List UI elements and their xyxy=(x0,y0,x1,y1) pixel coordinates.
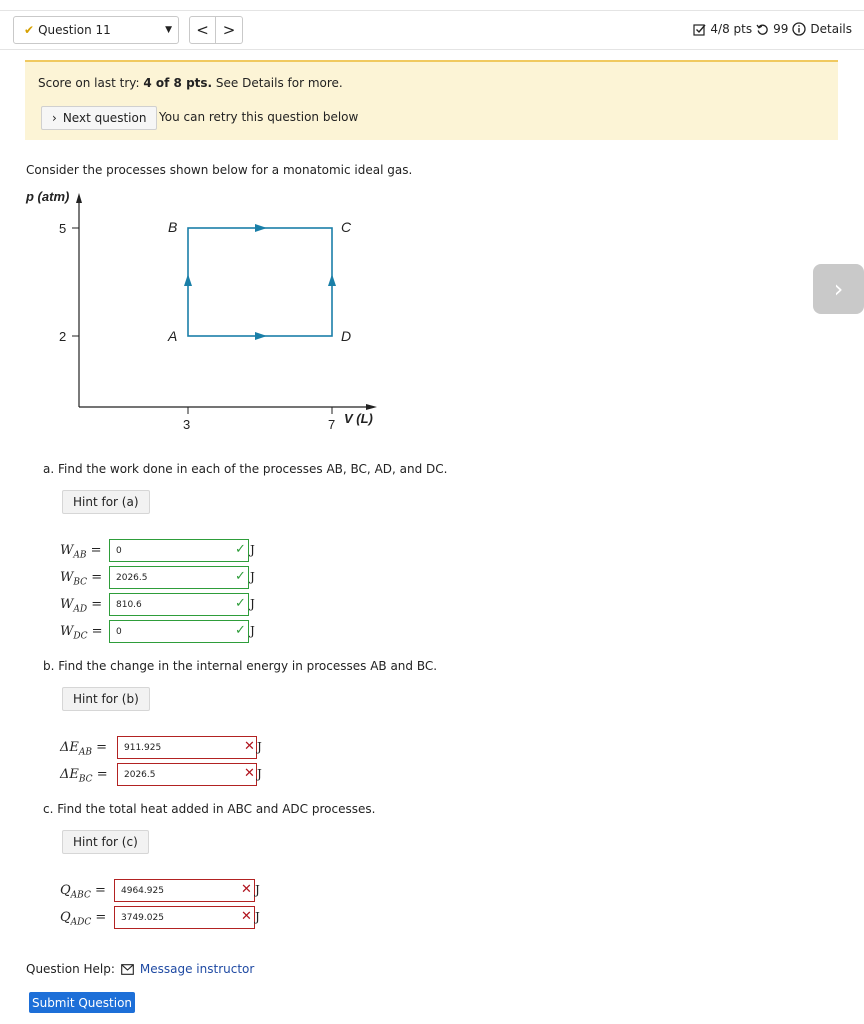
retries-count: 99 xyxy=(773,22,789,36)
arrow-dc xyxy=(328,274,336,286)
hint-b-button[interactable]: Hint for (b) xyxy=(62,687,150,711)
w-dc-input[interactable]: 0 xyxy=(109,620,249,643)
de-ab-label: $\Delta E_{AB}$ = xyxy=(60,740,108,758)
x-tick-label-7: 7 xyxy=(328,417,336,432)
info-icon[interactable] xyxy=(792,22,806,36)
q-abc-label: $Q_{ABC}$ = xyxy=(60,883,106,901)
help-label: Question Help: xyxy=(26,962,115,976)
x-axis-arrow xyxy=(366,404,377,410)
score-value: 4 of 8 pts. xyxy=(143,76,213,90)
arrow-bc xyxy=(255,224,267,232)
x-tick-label-3: 3 xyxy=(183,417,191,432)
x-mark-icon: ✕ xyxy=(241,882,252,897)
side-next-arrow-button[interactable] xyxy=(813,264,864,314)
q-abc-unit: J xyxy=(255,883,260,897)
x-axis-label: V (L) xyxy=(344,411,373,426)
point-c-label: C xyxy=(341,219,352,235)
q-adc-input[interactable]: 3749.025 xyxy=(114,906,255,929)
w-ad-unit: J xyxy=(250,597,255,611)
x-mark-icon: ✕ xyxy=(244,739,255,754)
point-b-label: B xyxy=(168,219,178,235)
part-a-text: a. Find the work done in each of the processes AB, BC, AD, and DC. xyxy=(43,462,448,476)
previous-question-button[interactable]: < xyxy=(189,16,216,44)
score-line xyxy=(38,76,343,90)
question-select[interactable] xyxy=(13,16,179,44)
de-ab-input[interactable]: 911.925 xyxy=(117,736,257,759)
x-mark-icon: ✕ xyxy=(241,909,252,924)
part-b-text: b. Find the change in the internal energy in processes AB and BC. xyxy=(43,659,438,673)
details-link[interactable]: Details xyxy=(810,22,852,36)
hint-a-button[interactable]: Hint for (a) xyxy=(62,490,150,514)
w-ab-label: $W_{AB}$ = xyxy=(60,543,102,561)
caret-down-icon: ▼ xyxy=(165,25,172,35)
w-bc-label: $W_{BC}$ = xyxy=(60,570,103,588)
submit-question-button[interactable]: Submit Question xyxy=(29,992,135,1013)
check-icon: ✓ xyxy=(235,623,246,638)
retry-text: You can retry this question below xyxy=(159,110,359,124)
pv-diagram xyxy=(22,185,392,435)
de-ab-unit: J xyxy=(257,740,262,754)
next-question-arrow-button[interactable]: > xyxy=(216,16,243,44)
w-ad-label: $W_{AD}$ = xyxy=(60,597,103,615)
score-banner xyxy=(25,60,838,140)
envelope-icon xyxy=(121,964,134,975)
question-select-label: Question 11 xyxy=(38,23,111,37)
score-prefix: Score on last try: xyxy=(38,76,144,90)
arrow-ad xyxy=(255,332,267,340)
chevron-right-icon: › xyxy=(833,275,844,303)
message-instructor-link[interactable]: Message instructor xyxy=(139,962,255,976)
hint-c-button[interactable]: Hint for (c) xyxy=(62,830,149,854)
w-bc-unit: J xyxy=(250,570,255,584)
w-dc-unit: J xyxy=(250,624,255,638)
q-adc-label: $Q_{ADC}$ = xyxy=(60,910,107,928)
top-bar xyxy=(0,10,864,50)
de-bc-unit: J xyxy=(257,767,262,781)
retry-icon xyxy=(756,23,769,36)
de-bc-label: $\Delta E_{BC}$ = xyxy=(60,767,108,785)
q-adc-unit: J xyxy=(255,910,260,924)
arrow-ab xyxy=(184,274,192,286)
score-status xyxy=(693,22,852,36)
point-a-label: A xyxy=(168,328,178,344)
next-question-button[interactable] xyxy=(41,106,157,130)
chevron-right-icon: › xyxy=(52,111,57,125)
score-suffix: See Details for more. xyxy=(212,76,343,90)
de-bc-input[interactable]: 2026.5 xyxy=(117,763,257,786)
y-tick-label-2: 2 xyxy=(59,329,67,344)
process-cycle xyxy=(188,228,332,336)
check-icon: ✓ xyxy=(235,569,246,584)
y-tick-label-5: 5 xyxy=(59,221,67,236)
points-text: 4/8 pts xyxy=(710,22,753,36)
w-dc-label: $W_{DC}$ = xyxy=(60,624,103,642)
w-bc-input[interactable]: 2026.5 xyxy=(109,566,249,589)
question-intro: Consider the processes shown below for a monatomic ideal gas. xyxy=(26,163,413,177)
w-ad-input[interactable]: 810.6 xyxy=(109,593,249,616)
w-ab-input[interactable]: 0 xyxy=(109,539,249,562)
question-help xyxy=(26,962,254,976)
point-d-label: D xyxy=(341,328,352,344)
y-axis-label: p (atm) xyxy=(26,189,70,204)
x-mark-icon: ✕ xyxy=(244,766,255,781)
partial-check-icon: ✔ xyxy=(24,23,35,37)
check-icon: ✓ xyxy=(235,596,246,611)
q-abc-input[interactable]: 4964.925 xyxy=(114,879,255,902)
w-ab-unit: J xyxy=(250,543,255,557)
next-question-label: Next question xyxy=(62,111,147,125)
check-icon: ✓ xyxy=(235,542,246,557)
part-c-text: c. Find the total heat added in ABC and ADC processes. xyxy=(43,802,376,816)
checkbox-icon xyxy=(693,23,706,36)
y-axis-arrow xyxy=(76,193,82,203)
